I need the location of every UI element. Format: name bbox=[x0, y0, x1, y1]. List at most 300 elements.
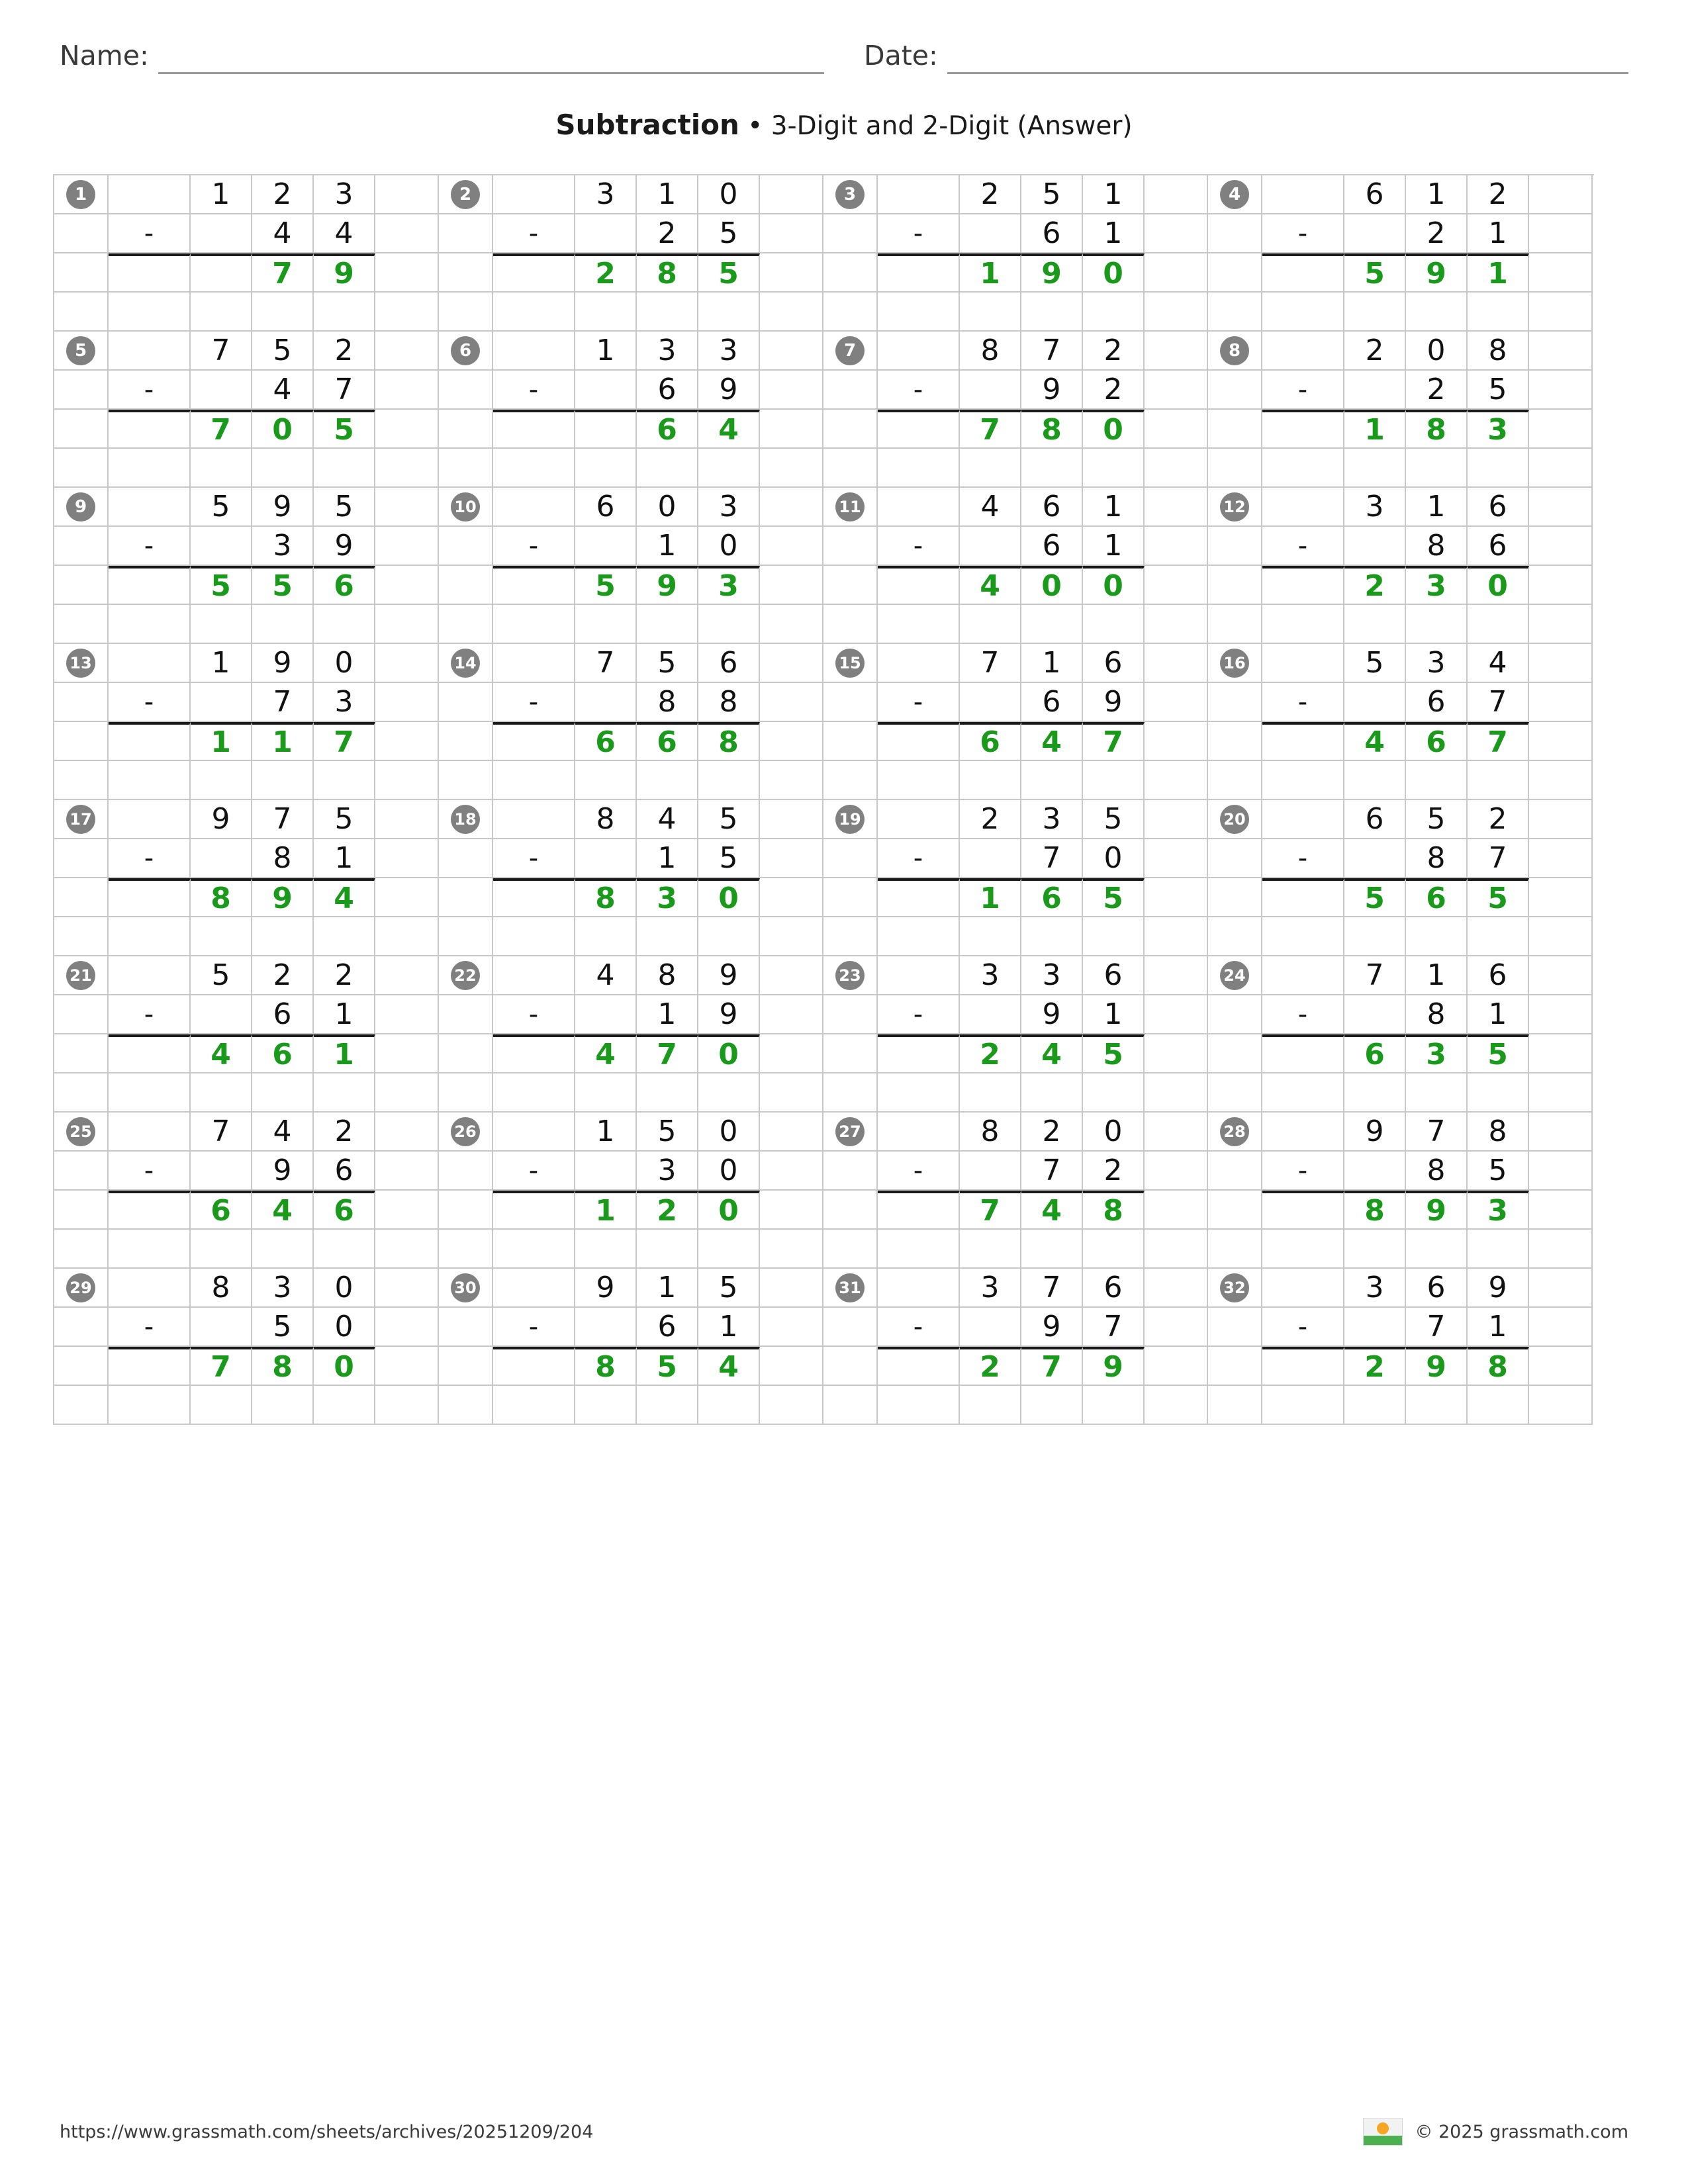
minuend-ones: 5 bbox=[698, 1269, 760, 1308]
minuend-tens: 0 bbox=[1406, 332, 1468, 371]
blank-cell bbox=[878, 605, 960, 644]
rule-cell bbox=[109, 722, 191, 761]
answer-ones: 4 bbox=[314, 878, 375, 917]
minuend-ones: 0 bbox=[698, 1113, 760, 1152]
answer-row bbox=[823, 1034, 1208, 1073]
minus-operator-icon: - bbox=[109, 1152, 191, 1191]
problem-index-badge: 32 bbox=[1220, 1273, 1249, 1302]
rule-cell bbox=[878, 722, 960, 761]
blank-cell bbox=[252, 605, 314, 644]
answer-row bbox=[823, 410, 1208, 449]
rule-cell bbox=[493, 566, 575, 605]
minuend-ones: 8 bbox=[1468, 1113, 1529, 1152]
problem-number-cell bbox=[823, 800, 878, 839]
blank-cell bbox=[109, 1230, 191, 1269]
blank-cell bbox=[375, 1073, 439, 1113]
spacer-row bbox=[54, 1073, 439, 1113]
blank-cell bbox=[698, 605, 760, 644]
minus-operator-icon: - bbox=[878, 995, 960, 1034]
answer-ones: 7 bbox=[1468, 722, 1529, 761]
answer-ones: 0 bbox=[1083, 253, 1145, 293]
answer-hundreds: 5 bbox=[191, 566, 252, 605]
problem-number-cell bbox=[823, 956, 878, 995]
pad-cell bbox=[375, 878, 439, 917]
blank-cell bbox=[1529, 1230, 1593, 1269]
minus-operator-icon: - bbox=[109, 527, 191, 566]
blank-cell bbox=[1083, 1386, 1145, 1425]
subtrahend-tens: 6 bbox=[1021, 214, 1083, 253]
answer-tens: 7 bbox=[252, 253, 314, 293]
minus-operator-icon: - bbox=[109, 214, 191, 253]
operator-cell-empty bbox=[1262, 956, 1344, 995]
spacer-row bbox=[54, 1230, 439, 1269]
problem-26 bbox=[439, 1113, 823, 1269]
minus-operator-icon: - bbox=[1262, 214, 1344, 253]
problem-number-cell bbox=[439, 956, 493, 995]
name-write-line[interactable] bbox=[158, 42, 824, 74]
minuend-ones: 8 bbox=[1468, 332, 1529, 371]
subtrahend-ones: 0 bbox=[1083, 839, 1145, 878]
problem-number-cell bbox=[439, 800, 493, 839]
minuend-hundreds: 8 bbox=[960, 1113, 1021, 1152]
answer-ones: 5 bbox=[1083, 878, 1145, 917]
minus-operator-icon: - bbox=[878, 839, 960, 878]
subtrahend-tens: 4 bbox=[252, 214, 314, 253]
spacer-row bbox=[823, 1230, 1208, 1269]
problem-28 bbox=[1208, 1113, 1593, 1269]
blank-cell bbox=[54, 1152, 109, 1191]
pad-cell bbox=[1145, 566, 1208, 605]
answer-ones: 5 bbox=[1468, 878, 1529, 917]
rule-cell bbox=[493, 878, 575, 917]
blank-cell bbox=[439, 839, 493, 878]
subtrahend-ones: 1 bbox=[698, 1308, 760, 1347]
answer-row bbox=[823, 566, 1208, 605]
footer-url[interactable]: https://www.grassmath.com/sheets/archives/20251209/204 bbox=[60, 2121, 594, 2142]
answer-ones: 1 bbox=[1468, 253, 1529, 293]
answer-ones: 5 bbox=[698, 253, 760, 293]
blank-cell bbox=[1468, 1386, 1529, 1425]
problem-index-badge: 30 bbox=[451, 1273, 480, 1302]
answer-tens: 4 bbox=[1021, 1191, 1083, 1230]
problem-number-cell bbox=[439, 332, 493, 371]
rule-cell bbox=[493, 1034, 575, 1073]
name-field[interactable] bbox=[60, 40, 824, 74]
blank-cell bbox=[575, 1230, 637, 1269]
subtrahend-ones: 0 bbox=[698, 527, 760, 566]
minuend-tens: 1 bbox=[1406, 488, 1468, 527]
spacer-row bbox=[1208, 1073, 1593, 1113]
answer-ones: 0 bbox=[314, 1347, 375, 1386]
pad-cell bbox=[1529, 722, 1593, 761]
date-write-line[interactable] bbox=[947, 42, 1628, 74]
blank-cell bbox=[191, 293, 252, 332]
minuend-hundreds: 7 bbox=[575, 644, 637, 683]
pad-cell bbox=[1529, 488, 1593, 527]
minuend-ones: 9 bbox=[1468, 1269, 1529, 1308]
operator-cell-empty bbox=[1262, 175, 1344, 214]
subtrahend-hundreds bbox=[1344, 214, 1406, 253]
spacer-row bbox=[439, 293, 823, 332]
problem-number-cell bbox=[1208, 956, 1262, 995]
blank-cell bbox=[760, 293, 823, 332]
blank-cell bbox=[375, 1386, 439, 1425]
operator-cell-empty bbox=[493, 1113, 575, 1152]
pad-cell bbox=[1145, 644, 1208, 683]
problem-index-badge: 9 bbox=[66, 492, 95, 522]
subtrahend-tens: 9 bbox=[1021, 1308, 1083, 1347]
minus-operator-icon: - bbox=[878, 1152, 960, 1191]
answer-hundreds: 8 bbox=[191, 878, 252, 917]
pad-cell bbox=[1529, 1347, 1593, 1386]
minuend-ones: 2 bbox=[1083, 332, 1145, 371]
answer-tens: 7 bbox=[637, 1034, 698, 1073]
grassmath-logo-icon bbox=[1363, 2118, 1403, 2146]
subtrahend-ones: 9 bbox=[698, 371, 760, 410]
operator-cell-empty bbox=[109, 800, 191, 839]
answer-hundreds: 1 bbox=[575, 1191, 637, 1230]
subtrahend-row bbox=[1208, 371, 1593, 410]
subtrahend-ones: 6 bbox=[314, 1152, 375, 1191]
blank-cell bbox=[960, 605, 1021, 644]
answer-ones: 5 bbox=[1468, 1034, 1529, 1073]
minuend-row bbox=[439, 956, 823, 995]
minuend-row bbox=[54, 488, 439, 527]
blank-cell bbox=[109, 761, 191, 800]
blank-cell bbox=[493, 1073, 575, 1113]
minuend-hundreds: 5 bbox=[191, 488, 252, 527]
minuend-tens: 6 bbox=[1406, 1269, 1468, 1308]
minuend-hundreds: 5 bbox=[1344, 644, 1406, 683]
minus-operator-icon: - bbox=[878, 1308, 960, 1347]
minuend-ones: 0 bbox=[698, 175, 760, 214]
blank-cell bbox=[1262, 917, 1344, 956]
minuend-ones: 5 bbox=[314, 800, 375, 839]
problem-6 bbox=[439, 332, 823, 488]
answer-tens: 5 bbox=[252, 566, 314, 605]
subtrahend-hundreds bbox=[1344, 1152, 1406, 1191]
answer-ones: 3 bbox=[1468, 410, 1529, 449]
pad-cell bbox=[1145, 488, 1208, 527]
spacer-row bbox=[439, 1386, 823, 1425]
pad-cell bbox=[1529, 995, 1593, 1034]
blank-cell bbox=[54, 1308, 109, 1347]
blank-cell bbox=[439, 1308, 493, 1347]
answer-ones: 9 bbox=[314, 253, 375, 293]
date-field[interactable] bbox=[864, 40, 1628, 74]
problem-index-badge: 25 bbox=[66, 1117, 95, 1146]
blank-cell bbox=[54, 214, 109, 253]
pad-cell bbox=[1529, 839, 1593, 878]
title-main: Subtraction bbox=[555, 109, 739, 141]
spacer-row bbox=[54, 605, 439, 644]
minuend-hundreds: 7 bbox=[191, 332, 252, 371]
minuend-hundreds: 9 bbox=[191, 800, 252, 839]
pad-cell bbox=[1145, 371, 1208, 410]
answer-tens: 9 bbox=[1406, 1191, 1468, 1230]
pad-cell bbox=[375, 722, 439, 761]
pad-cell bbox=[375, 1347, 439, 1386]
minuend-ones: 6 bbox=[1083, 956, 1145, 995]
problem-index-badge: 22 bbox=[451, 961, 480, 990]
blank-cell bbox=[1208, 1073, 1262, 1113]
problem-index-badge: 14 bbox=[451, 649, 480, 678]
operator-cell-empty bbox=[1262, 644, 1344, 683]
blank-cell bbox=[1208, 527, 1262, 566]
blank-cell bbox=[1262, 1386, 1344, 1425]
operator-cell-empty bbox=[1262, 332, 1344, 371]
operator-cell-empty bbox=[878, 800, 960, 839]
blank-cell bbox=[1262, 293, 1344, 332]
blank-cell bbox=[191, 761, 252, 800]
minuend-ones: 5 bbox=[314, 488, 375, 527]
subtrahend-hundreds bbox=[1344, 527, 1406, 566]
problem-9 bbox=[54, 488, 439, 644]
subtrahend-row bbox=[823, 1152, 1208, 1191]
subtrahend-hundreds bbox=[960, 371, 1021, 410]
blank-cell bbox=[375, 761, 439, 800]
pad-cell bbox=[1145, 839, 1208, 878]
minuend-tens: 2 bbox=[252, 956, 314, 995]
minuend-row bbox=[54, 800, 439, 839]
subtrahend-hundreds bbox=[191, 839, 252, 878]
answer-row bbox=[1208, 1191, 1593, 1230]
blank-cell bbox=[191, 449, 252, 488]
answer-row bbox=[823, 722, 1208, 761]
blank-cell bbox=[493, 1230, 575, 1269]
subtrahend-ones: 4 bbox=[314, 214, 375, 253]
subtrahend-ones: 2 bbox=[1083, 1152, 1145, 1191]
minuend-tens: 1 bbox=[1406, 175, 1468, 214]
pad-cell bbox=[760, 995, 823, 1034]
minus-operator-icon: - bbox=[1262, 683, 1344, 722]
subtrahend-row bbox=[823, 995, 1208, 1034]
subtrahend-tens: 2 bbox=[637, 214, 698, 253]
answer-ones: 8 bbox=[698, 722, 760, 761]
pad-cell bbox=[375, 644, 439, 683]
subtrahend-hundreds bbox=[575, 995, 637, 1034]
problem-31 bbox=[823, 1269, 1208, 1425]
pad-cell bbox=[760, 1152, 823, 1191]
pad-cell bbox=[1145, 1191, 1208, 1230]
minus-operator-icon: - bbox=[1262, 995, 1344, 1034]
spacer-row bbox=[823, 605, 1208, 644]
subtrahend-hundreds bbox=[960, 1152, 1021, 1191]
pad-cell bbox=[1529, 332, 1593, 371]
rule-cell bbox=[878, 253, 960, 293]
pad-cell bbox=[1529, 1113, 1593, 1152]
subtrahend-tens: 1 bbox=[637, 527, 698, 566]
answer-row bbox=[54, 878, 439, 917]
subtrahend-row bbox=[54, 527, 439, 566]
blank-cell bbox=[109, 449, 191, 488]
pad-cell bbox=[1529, 800, 1593, 839]
subtrahend-ones: 1 bbox=[1083, 214, 1145, 253]
subtrahend-tens: 7 bbox=[1406, 1308, 1468, 1347]
minus-operator-icon: - bbox=[109, 683, 191, 722]
blank-cell bbox=[54, 566, 109, 605]
problem-number-cell bbox=[1208, 1113, 1262, 1152]
problem-number-cell bbox=[1208, 175, 1262, 214]
subtrahend-tens: 6 bbox=[637, 1308, 698, 1347]
blank-cell bbox=[1344, 605, 1406, 644]
problem-number-cell bbox=[439, 644, 493, 683]
blank-cell bbox=[54, 683, 109, 722]
operator-cell-empty bbox=[109, 332, 191, 371]
rule-cell bbox=[109, 878, 191, 917]
pad-cell bbox=[1145, 527, 1208, 566]
answer-row bbox=[1208, 722, 1593, 761]
minuend-tens: 6 bbox=[1021, 488, 1083, 527]
blank-cell bbox=[1344, 761, 1406, 800]
spacer-row bbox=[1208, 605, 1593, 644]
blank-cell bbox=[1083, 605, 1145, 644]
blank-cell bbox=[252, 449, 314, 488]
blank-cell bbox=[1208, 371, 1262, 410]
blank-cell bbox=[878, 1230, 960, 1269]
problem-index-badge: 4 bbox=[1220, 180, 1249, 209]
minus-operator-icon: - bbox=[493, 1308, 575, 1347]
blank-cell bbox=[109, 605, 191, 644]
blank-cell bbox=[375, 1230, 439, 1269]
pad-cell bbox=[760, 956, 823, 995]
subtrahend-tens: 6 bbox=[1021, 683, 1083, 722]
answer-hundreds: 7 bbox=[960, 1191, 1021, 1230]
blank-cell bbox=[54, 293, 109, 332]
answer-ones: 8 bbox=[1083, 1191, 1145, 1230]
operator-cell-empty bbox=[493, 175, 575, 214]
blank-cell bbox=[439, 683, 493, 722]
problem-row bbox=[54, 956, 1594, 1113]
answer-tens: 5 bbox=[637, 1347, 698, 1386]
problem-index-badge: 16 bbox=[1220, 649, 1249, 678]
subtrahend-hundreds bbox=[1344, 1308, 1406, 1347]
blank-cell bbox=[1145, 449, 1208, 488]
subtrahend-row bbox=[823, 839, 1208, 878]
minus-operator-icon: - bbox=[109, 1308, 191, 1347]
spacer-row bbox=[54, 761, 439, 800]
blank-cell bbox=[575, 761, 637, 800]
operator-cell-empty bbox=[1262, 800, 1344, 839]
blank-cell bbox=[1021, 449, 1083, 488]
minus-operator-icon: - bbox=[493, 995, 575, 1034]
answer-tens: 8 bbox=[637, 253, 698, 293]
answer-tens: 6 bbox=[1406, 878, 1468, 917]
blank-cell bbox=[1021, 293, 1083, 332]
blank-cell bbox=[439, 995, 493, 1034]
pad-cell bbox=[375, 800, 439, 839]
problem-number-cell bbox=[54, 956, 109, 995]
minus-operator-icon: - bbox=[878, 683, 960, 722]
pad-cell bbox=[1145, 1308, 1208, 1347]
blank-cell bbox=[1262, 1073, 1344, 1113]
answer-row bbox=[439, 722, 823, 761]
blank-cell bbox=[1208, 878, 1262, 917]
subtrahend-ones: 1 bbox=[1083, 995, 1145, 1034]
operator-cell-empty bbox=[493, 800, 575, 839]
blank-cell bbox=[823, 214, 878, 253]
minuend-ones: 1 bbox=[1083, 175, 1145, 214]
problem-12 bbox=[1208, 488, 1593, 644]
footer-copyright: © 2025 grassmath.com bbox=[1415, 2121, 1628, 2142]
minuend-tens: 2 bbox=[1021, 1113, 1083, 1152]
footer bbox=[60, 2118, 1628, 2146]
minuend-row bbox=[1208, 1269, 1593, 1308]
subtrahend-hundreds bbox=[575, 1152, 637, 1191]
subtrahend-tens: 9 bbox=[1021, 995, 1083, 1034]
blank-cell bbox=[1083, 1073, 1145, 1113]
problem-row bbox=[54, 1113, 1594, 1269]
minuend-tens: 3 bbox=[252, 1269, 314, 1308]
answer-hundreds bbox=[575, 410, 637, 449]
pad-cell bbox=[375, 527, 439, 566]
blank-cell bbox=[960, 917, 1021, 956]
operator-cell-empty bbox=[109, 644, 191, 683]
minuend-row bbox=[1208, 644, 1593, 683]
minuend-ones: 0 bbox=[1083, 1113, 1145, 1152]
subtrahend-ones: 7 bbox=[1083, 1308, 1145, 1347]
minuend-tens: 1 bbox=[637, 1269, 698, 1308]
blank-cell bbox=[878, 917, 960, 956]
blank-cell bbox=[1208, 1230, 1262, 1269]
problem-grid bbox=[53, 174, 1594, 1425]
operator-cell-empty bbox=[493, 956, 575, 995]
pad-cell bbox=[760, 878, 823, 917]
operator-cell-empty bbox=[493, 644, 575, 683]
pad-cell bbox=[1529, 527, 1593, 566]
blank-cell bbox=[698, 1230, 760, 1269]
problem-number-cell bbox=[1208, 332, 1262, 371]
minus-operator-icon: - bbox=[109, 839, 191, 878]
minuend-hundreds: 5 bbox=[191, 956, 252, 995]
rule-cell bbox=[878, 566, 960, 605]
blank-cell bbox=[439, 566, 493, 605]
pad-cell bbox=[1529, 1191, 1593, 1230]
blank-cell bbox=[252, 1386, 314, 1425]
problem-number-cell bbox=[1208, 644, 1262, 683]
answer-row bbox=[1208, 566, 1593, 605]
pad-cell bbox=[760, 644, 823, 683]
answer-ones: 6 bbox=[314, 566, 375, 605]
blank-cell bbox=[252, 761, 314, 800]
spacer-row bbox=[823, 1073, 1208, 1113]
minus-operator-icon: - bbox=[1262, 1308, 1344, 1347]
minuend-hundreds: 2 bbox=[1344, 332, 1406, 371]
subtrahend-ones: 1 bbox=[1468, 1308, 1529, 1347]
spacer-row bbox=[439, 1230, 823, 1269]
problem-index-badge: 26 bbox=[451, 1117, 480, 1146]
answer-tens: 8 bbox=[252, 1347, 314, 1386]
subtrahend-tens: 8 bbox=[1406, 839, 1468, 878]
subtrahend-hundreds bbox=[191, 214, 252, 253]
answer-ones: 5 bbox=[1083, 1034, 1145, 1073]
blank-cell bbox=[1083, 1230, 1145, 1269]
operator-cell-empty bbox=[878, 956, 960, 995]
subtrahend-ones: 1 bbox=[1083, 527, 1145, 566]
subtrahend-hundreds bbox=[575, 1308, 637, 1347]
subtrahend-row bbox=[823, 214, 1208, 253]
pad-cell bbox=[760, 175, 823, 214]
answer-row bbox=[439, 566, 823, 605]
minuend-row bbox=[823, 1113, 1208, 1152]
blank-cell bbox=[1208, 605, 1262, 644]
operator-cell-empty bbox=[493, 488, 575, 527]
problem-1 bbox=[54, 175, 439, 332]
spacer-row bbox=[54, 1386, 439, 1425]
problem-20 bbox=[1208, 800, 1593, 956]
blank-cell bbox=[823, 878, 878, 917]
answer-row bbox=[54, 1347, 439, 1386]
